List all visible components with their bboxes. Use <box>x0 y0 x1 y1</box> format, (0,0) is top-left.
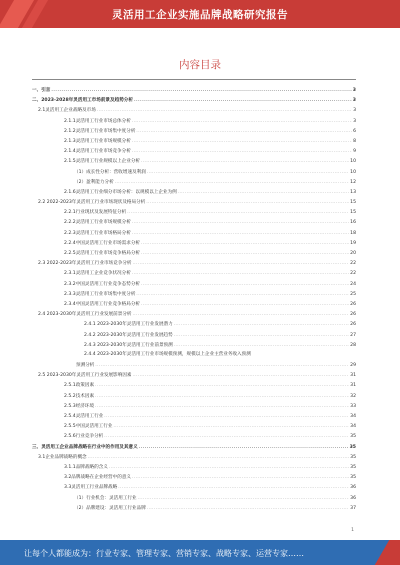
toc-leader-dots <box>104 431 349 441</box>
toc-entry-title: 2.3.4中国灵活用工行业竞争格局分析 <box>64 301 141 307</box>
toc-leader-dots <box>138 493 349 503</box>
toc-entry[interactable] <box>32 156 356 166</box>
toc-entry-title: （1）成长性分析：营收增速及利润 <box>74 169 146 175</box>
toc-entry-title: 2.3 2022-2023年灵活用工行业市场竞争分析 <box>38 261 132 267</box>
toc-leader-dots <box>95 380 349 390</box>
toc-entry[interactable] <box>32 472 356 482</box>
toc-entry-page: 32 <box>350 393 356 399</box>
toc-leader-dots <box>127 207 349 217</box>
toc-entry-title: （2）品牌建设：灵活用工行业品牌 <box>74 505 146 511</box>
toc-entry-page: 12 <box>350 179 356 185</box>
toc-entry-title: 2.4 2023-2030年灵活用工行业发展前景分析 <box>38 312 132 318</box>
toc-entry[interactable] <box>32 95 356 105</box>
toc-entry[interactable] <box>32 462 356 472</box>
toc-leader-dots <box>141 248 349 258</box>
toc-entry-page: 37 <box>350 505 356 511</box>
toc-entry-page: 3 <box>352 88 356 93</box>
toc-entry-title: 2.4.3 2023-2030年灵活用工行业前景预测 <box>84 342 173 348</box>
toc-entry[interactable] <box>32 299 356 309</box>
toc-entry-page: 36 <box>350 485 356 491</box>
toc-entry-title: 3.2品牌战略在企业经营中的意义 <box>64 475 132 481</box>
toc-entry[interactable] <box>32 217 356 227</box>
toc-entry-title: 一、引言 <box>32 88 51 93</box>
toc-entry-page: 28 <box>350 342 356 348</box>
toc-entry-title: 2.2.3灵活用工行业市场格局分析 <box>64 230 131 236</box>
toc-entry-title: 2.2.2灵活用工行业市场规模分析 <box>64 220 131 226</box>
toc-entry-title: 3.1企业品牌战略的概念 <box>38 454 87 460</box>
toc-entry-title: 2.3.1灵活用工企业竞争状况分析 <box>64 271 131 277</box>
toc-entry[interactable] <box>32 268 356 278</box>
toc-leader-dots <box>132 472 349 482</box>
toc-entry-page: 3 <box>352 98 356 104</box>
toc-entry-page: 3 <box>353 108 356 114</box>
toc-leader-dots <box>109 462 349 472</box>
footer-bar <box>0 540 400 565</box>
toc-leader-dots <box>136 289 349 299</box>
toc-entry[interactable] <box>32 136 356 146</box>
toc-entry[interactable] <box>32 116 356 126</box>
toc-entry[interactable] <box>32 319 356 329</box>
toc-entry-title: 2.1.5灵活用工行业规模以上企业分析 <box>64 159 141 165</box>
toc-leader-dots <box>147 167 349 177</box>
toc-entry[interactable] <box>32 421 356 431</box>
toc-entry-page: 29 <box>350 363 356 369</box>
toc-leader-dots <box>132 116 352 126</box>
report-title: 灵活用工企业实施品牌战略研究报告 <box>112 9 288 21</box>
toc-entry[interactable] <box>32 197 356 207</box>
toc-entry-page: 35 <box>349 444 356 450</box>
toc-entry-page: 22 <box>350 261 356 267</box>
toc-entry-title: 3.3灵活用工行业品牌战略 <box>64 485 118 491</box>
toc-entry-title: 2.5.5中国灵活用工行业 <box>64 424 113 430</box>
toc-entry[interactable] <box>32 105 356 115</box>
toc-leader-dots <box>133 370 350 380</box>
toc-leader-dots <box>51 85 351 95</box>
toc-entry[interactable] <box>32 279 356 289</box>
toc-entry-page: 22 <box>350 271 356 277</box>
toc-entry-title: 2.4.2 2023-2030年灵活用工行业发展趋势 <box>84 332 173 338</box>
toc-leader-dots <box>113 421 349 431</box>
toc-leader-dots <box>132 228 349 238</box>
toc-entry[interactable] <box>32 207 356 217</box>
toc-leader-dots <box>141 299 349 309</box>
toc-entry-page: 25 <box>350 291 356 297</box>
toc-entry[interactable] <box>32 177 356 187</box>
toc-entry-page: 15 <box>350 200 356 206</box>
report-title-bar <box>0 0 400 28</box>
toc-entry[interactable] <box>32 370 356 380</box>
toc-leader-dots <box>178 187 349 197</box>
toc-entry-title: 2.5.2技术因素 <box>64 393 95 399</box>
toc-leader-dots <box>136 126 352 136</box>
toc-entry-page: 34 <box>350 424 356 430</box>
toc-leader-dots <box>133 309 350 319</box>
toc-entry[interactable] <box>32 401 356 411</box>
toc-entry-title: 2.1灵活用工企业战略及市场 <box>38 108 96 114</box>
footer-slogan: 让每个人都能成为：行业专家、管理专家、营销专家、战略专家、运营专家…… <box>24 549 304 558</box>
toc-entry[interactable] <box>32 411 356 421</box>
toc-entry-page: 16 <box>350 220 356 226</box>
toc-entry[interactable] <box>32 289 356 299</box>
toc-entry-title: 2.3.2中国灵活用工行业竞争态势分析 <box>64 281 141 287</box>
toc-leader-dots <box>174 340 349 350</box>
toc-entry-page: 31 <box>350 373 356 379</box>
toc-entry-page: 26 <box>350 322 356 328</box>
toc-entry-title: （1）行业机会：灵活用工行业 <box>74 495 137 501</box>
toc-entry-page: 35 <box>350 454 356 460</box>
toc-entry-title: 2.5.1政策因素 <box>64 383 95 389</box>
toc-entry[interactable] <box>32 146 356 156</box>
toc-leader-dots <box>141 156 349 166</box>
toc-entry-title: （2）盈利能力分析 <box>74 179 114 185</box>
table-of-contents <box>32 85 356 513</box>
toc-entry-page: 31 <box>350 383 356 389</box>
toc-leader-dots <box>132 146 352 156</box>
toc-entry-page: 18 <box>350 230 356 236</box>
toc-leader-dots <box>141 279 349 289</box>
toc-leader-dots <box>88 452 349 462</box>
toc-leader-dots <box>97 105 352 115</box>
toc-leader-dots <box>132 268 349 278</box>
toc-entry-title: 预测分析 <box>76 363 95 369</box>
toc-leader-dots <box>141 238 349 248</box>
toc-entry-title: 2.5 2023-2030年灵活用工行业发展影响因素 <box>38 373 132 379</box>
toc-entry-page: 26 <box>350 301 356 307</box>
toc-entry-page: 24 <box>350 281 356 287</box>
toc-entry-title: 2.2 2022-2023年灵活用工行业市场现状及格局分析 <box>38 200 146 206</box>
toc-leader-dots <box>118 482 349 492</box>
toc-entry-title: 3.1.1品牌战略的含义 <box>64 464 108 470</box>
toc-entry-page: 35 <box>350 434 356 440</box>
toc-leader-dots <box>132 217 349 227</box>
toc-entry[interactable] <box>32 391 356 401</box>
toc-entry-page: 6 <box>353 128 356 134</box>
toc-leader-dots <box>174 319 349 329</box>
toc-divider <box>32 79 356 80</box>
toc-leader-dots <box>132 136 352 146</box>
toc-entry[interactable] <box>32 503 356 513</box>
toc-entry-page: 9 <box>353 149 356 155</box>
toc-entry-page: 20 <box>350 251 356 256</box>
toc-entry-title: 2.2.5灵活用工行业市场竞争格局分析 <box>64 251 141 256</box>
toc-entry[interactable] <box>32 330 356 340</box>
toc-entry-title: 2.5.4灵活用工行业 <box>64 414 104 419</box>
toc-leader-dots <box>95 391 349 401</box>
toc-entry[interactable] <box>32 340 356 350</box>
toc-leader-dots <box>174 330 349 340</box>
toc-entry-title: 2.4.1 2023-2030年灵活用工行业发展潜力 <box>84 322 173 328</box>
toc-leader-dots <box>134 95 352 105</box>
toc-entry-page: 27 <box>350 332 356 338</box>
toc-leader-dots <box>95 360 349 370</box>
toc-entry-page: 34 <box>350 414 356 419</box>
toc-entry-title: 2.1.1灵活用工行业市场总体分析 <box>64 118 131 124</box>
toc-leader-dots <box>95 401 349 411</box>
toc-entry-page: 8 <box>353 138 356 144</box>
toc-leader-dots <box>104 411 349 421</box>
toc-entry[interactable] <box>32 248 356 258</box>
toc-leader-dots <box>146 197 349 207</box>
toc-entry-page: 13 <box>350 189 356 195</box>
toc-entry[interactable] <box>32 126 356 136</box>
decorative-stripe <box>375 540 400 565</box>
toc-entry-page: 3 <box>353 118 356 124</box>
toc-entry-title: 2.4.4 2023-2030年灵活用工行业市场规模预测，规模以上企业主营业务收入预测 <box>84 351 251 357</box>
toc-entry[interactable] <box>32 309 356 319</box>
toc-leader-dots <box>139 442 349 452</box>
toc-entry[interactable] <box>32 442 356 452</box>
toc-entry[interactable] <box>32 482 356 492</box>
toc-entry-title: 2.2.4中国灵活用工行业市场需求分析 <box>64 240 141 246</box>
toc-entry[interactable] <box>32 493 356 503</box>
toc-entry[interactable] <box>32 258 356 268</box>
toc-entry-title: 2.3.3灵活用工行业市场集中度分析 <box>64 291 136 297</box>
toc-leader-dots <box>147 503 349 513</box>
toc-heading: 内容目录 <box>179 59 221 71</box>
toc-entry-title: 2.1.3灵活用工行业市场规模分析 <box>64 138 131 144</box>
toc-entry-title: 2.1.6灵活用工行业细分市场分析：以规模以上企业为例 <box>64 189 177 195</box>
toc-entry-title: 2.2.1行业现状及发展特征分析 <box>64 210 127 216</box>
toc-entry-page: 26 <box>350 312 356 318</box>
toc-entry-page: 33 <box>350 403 356 409</box>
toc-entry[interactable] <box>32 380 356 390</box>
toc-entry-title: 二、2023-2028年灵活用工市场前景及趋势分析 <box>32 98 133 104</box>
toc-entry-title: 2.5.3经济环境 <box>64 403 95 409</box>
toc-entry-page: 10 <box>350 159 356 165</box>
toc-entry-page: 35 <box>350 475 356 481</box>
toc-entry[interactable] <box>32 85 356 95</box>
toc-entry-page: 19 <box>350 240 356 246</box>
toc-entry[interactable] <box>32 431 356 441</box>
toc-entry[interactable] <box>32 350 356 360</box>
toc-leader-dots <box>115 177 349 187</box>
toc-entry[interactable] <box>32 167 356 177</box>
toc-entry[interactable] <box>32 187 356 197</box>
toc-leader-dots <box>133 258 350 268</box>
toc-entry-title: 2.5.6行业竞争分析 <box>64 434 104 440</box>
toc-entry[interactable] <box>32 238 356 248</box>
toc-entry-title: 三、灵活用工企业品牌战略在行业中的作用及其意义 <box>32 444 138 450</box>
toc-entry-page: 35 <box>350 464 356 470</box>
toc-entry-page: 36 <box>350 495 356 501</box>
page-number: 1 <box>351 528 354 533</box>
toc-entry-title: 2.1.2灵活用工行业市场集中度分析 <box>64 128 136 134</box>
toc-entry[interactable] <box>32 360 356 370</box>
toc-entry[interactable] <box>32 228 356 238</box>
toc-entry[interactable] <box>32 452 356 462</box>
toc-entry-page: 10 <box>350 169 356 175</box>
toc-entry-page: 15 <box>350 210 356 216</box>
toc-entry-title: 2.1.4灵活用工行业市场竞争分析 <box>64 149 131 155</box>
